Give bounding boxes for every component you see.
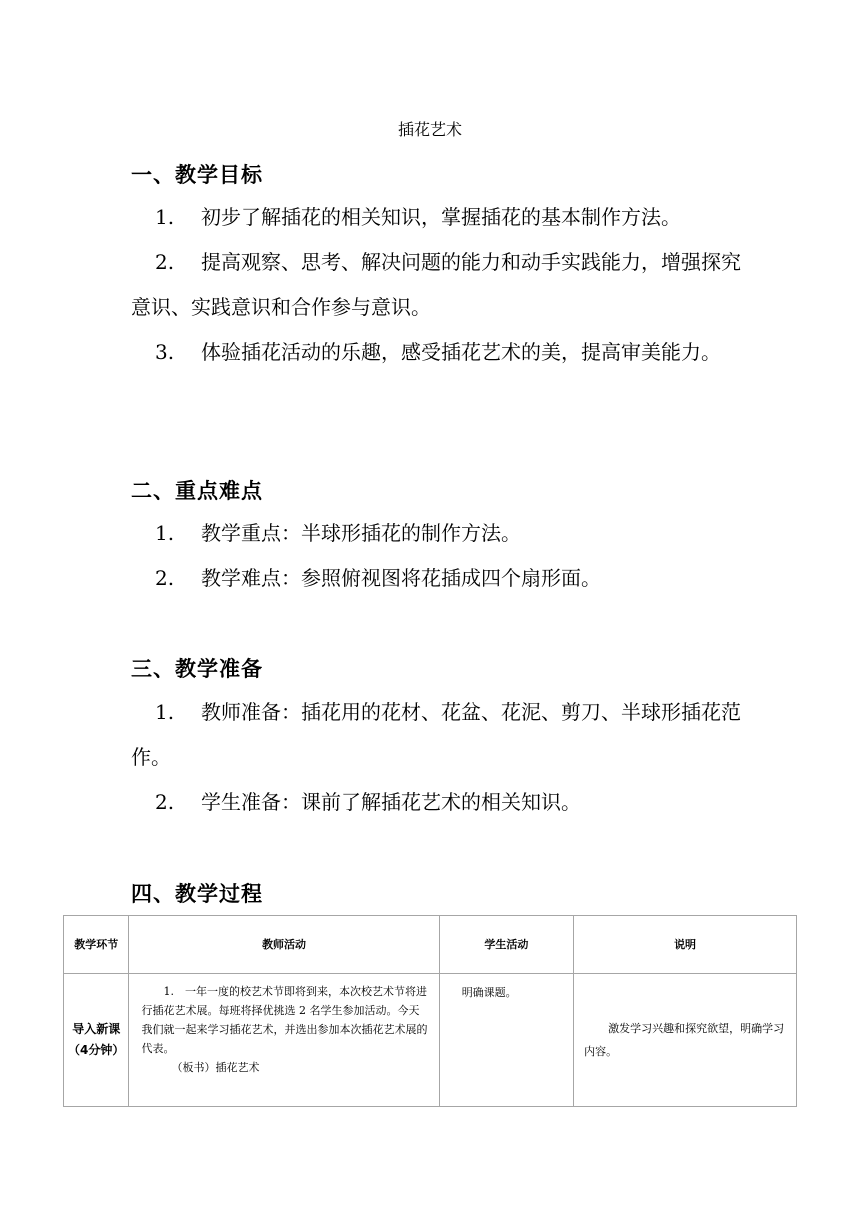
item-text: 体验插花活动的乐趣，感受插花艺术的美，提高审美能力。 xyxy=(201,340,721,364)
table-header-row xyxy=(64,916,797,974)
list-item xyxy=(131,511,741,556)
section-heading-process: 四、教学过程 xyxy=(131,882,263,906)
item-text: 教师准备：插花用的花材、花盆、花泥、剪刀、半球形插花范作。 xyxy=(131,700,741,769)
item-text: 初步了解插花的相关知识，掌握插花的基本制作方法。 xyxy=(201,205,681,229)
teacher-activity-text: 1. 一年一度的校艺术节即将到来，本次校艺术节将进行插花艺术展。每班将择优挑选 2 名学生参加活动。今天我们就一起来学习插花艺术，并选出参加本次插花艺术展的代表。 xyxy=(141,985,428,1055)
teacher-activity-cell xyxy=(129,974,439,1107)
item-number: 3. xyxy=(155,340,175,364)
list-item xyxy=(131,195,741,240)
item-text: 教学难点：参照俯视图将花插成四个扇形面。 xyxy=(201,566,601,590)
document-title: 插花艺术 xyxy=(397,120,462,139)
table-header: 教学环节 xyxy=(64,916,129,974)
item-text: 教学重点：半球形插花的制作方法。 xyxy=(201,521,521,545)
section-heading-key-points: 二、重点难点 xyxy=(131,479,263,503)
list-item xyxy=(131,330,741,375)
board-note-text: （板书）插花艺术 xyxy=(171,1061,260,1074)
table-row xyxy=(64,974,797,1107)
section-heading-preparation: 三、教学准备 xyxy=(131,657,263,681)
item-number: 1. xyxy=(155,700,175,724)
section-cell: 导入新课（4分钟） xyxy=(64,974,129,1107)
item-number: 2. xyxy=(155,566,175,590)
section-heading-goals: 一、教学目标 xyxy=(131,163,263,187)
item-text: 提高观察、思考、解决问题的能力和动手实践能力，增强探究意识、实践意识和合作参与意识。 xyxy=(131,250,741,319)
note-cell: 激发学习兴趣和探究欲望，明确学习内容。 xyxy=(574,974,797,1107)
list-item xyxy=(131,556,741,601)
student-activity-cell: 明确课题。 xyxy=(439,974,573,1107)
table-header: 学生活动 xyxy=(439,916,573,974)
list-item xyxy=(131,240,741,330)
table-header: 说明 xyxy=(574,916,797,974)
item-number: 2. xyxy=(155,790,175,814)
teaching-process-table xyxy=(63,915,797,1107)
item-number: 1. xyxy=(155,521,175,545)
table-header: 教师活动 xyxy=(129,916,439,974)
item-number: 2. xyxy=(155,250,175,274)
list-item xyxy=(131,690,741,780)
list-item xyxy=(131,780,741,825)
item-number: 1. xyxy=(155,205,175,229)
item-text: 学生准备：课前了解插花艺术的相关知识。 xyxy=(201,790,581,814)
